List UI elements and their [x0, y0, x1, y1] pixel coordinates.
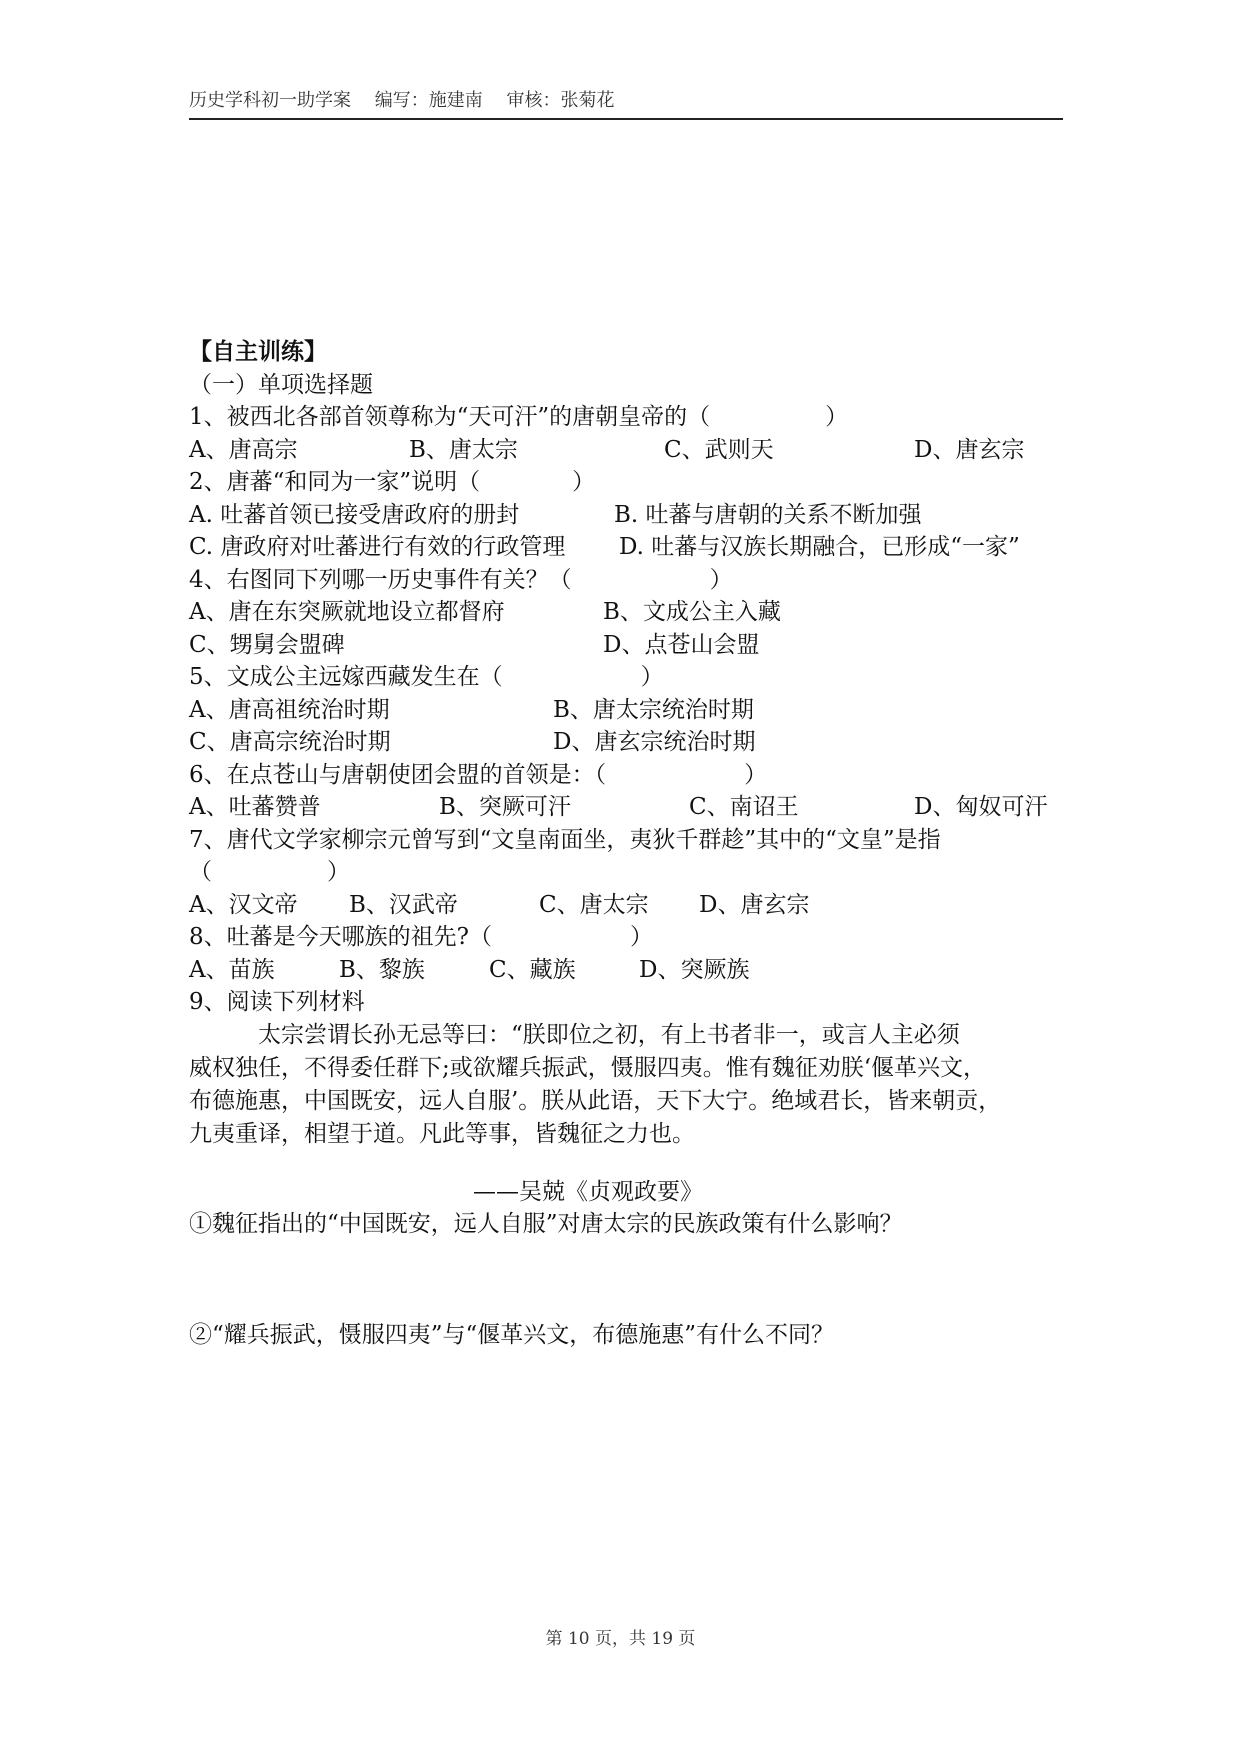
option-b: B. 吐蕃与唐朝的关系不断加强 — [614, 501, 922, 528]
question-2: 2、唐蕃“和同为一家”说明（ ） — [189, 469, 596, 495]
question-8: 8、吐蕃是今天哪族的祖先?（ ） — [189, 924, 653, 950]
option-a: A、吐蕃赞普 — [189, 794, 321, 820]
option-b: B、汉武帝 — [349, 891, 458, 918]
question-8-options — [189, 954, 1069, 987]
question-5-options-row1 — [189, 694, 1069, 727]
option-d: D、唐玄宗统治时期 — [553, 729, 756, 755]
option-d: D、点苍山会盟 — [603, 631, 760, 658]
option-c: C. 唐政府对吐蕃进行有效的行政管理 — [189, 534, 566, 560]
question-5: 5、文成公主远嫁西藏发生在（ ） — [189, 664, 664, 690]
option-b: B、唐太宗统治时期 — [553, 696, 754, 723]
option-a: A、苗族 — [189, 956, 275, 983]
question-7-options — [189, 889, 1069, 922]
question-1-options — [189, 434, 1069, 467]
option-a: A、唐在东突厥就地设立都督府 — [189, 599, 505, 625]
question-5-options-row2 — [189, 726, 1069, 759]
header-author: 编写：施建南 — [374, 90, 483, 111]
question-1: 1、被西北各部首领尊称为“天可汗”的唐朝皇帝的（ ） — [189, 404, 849, 430]
passage-source: ——吴兢《贞观政要》 — [473, 1178, 703, 1205]
question-6: 6、在点苍山与唐朝使团会盟的首领是：（ ） — [189, 761, 768, 788]
subsection-title: （一）单项选择题 — [189, 371, 373, 398]
option-b: B、文成公主入藏 — [603, 599, 781, 625]
option-c: C、唐高宗统治时期 — [189, 729, 391, 755]
option-c: C、唐太宗 — [539, 891, 649, 918]
question-7: 7、唐代文学家柳宗元曾写到“文皇南面坐，夷狄千群趁”其中的“文皇”是指 — [189, 826, 941, 853]
option-b: B、黎族 — [339, 956, 425, 983]
option-c: C、甥舅会盟碑 — [189, 631, 345, 658]
header-reviewer: 审核：张菊花 — [506, 90, 615, 111]
question-6-options — [189, 791, 1069, 824]
exercise-content — [189, 336, 1069, 1351]
passage-line: 太宗尝谓长孙无忌等曰：“朕即位之初，有上书者非一，或言人主必须 — [189, 1021, 960, 1048]
option-d: D、突厥族 — [639, 956, 750, 983]
answer-space — [189, 1241, 1069, 1319]
option-d: D、匈奴可汗 — [914, 794, 1048, 820]
option-b: B、唐太宗 — [409, 436, 518, 463]
page-number: 第 10 页，共 19 页 — [545, 1629, 696, 1649]
option-a: A、唐高宗 — [189, 436, 298, 463]
sub-question-2: ②“耀兵振武，慑服四夷”与“偃革兴文，布德施惠”有什么不同？ — [189, 1321, 835, 1348]
option-a: A、汉文帝 — [189, 891, 298, 918]
question-4-options-row1 — [189, 596, 1069, 629]
question-2-options-row2 — [189, 531, 1069, 564]
option-a: A. 吐蕃首领已接受唐政府的册封 — [189, 501, 520, 528]
option-d: D. 吐蕃与汉族长期融合，已形成“一家” — [619, 534, 1020, 560]
header-subject: 历史学科初一助学案 — [189, 90, 351, 111]
sub-question-1: ①魏征指出的“中国既安，远人自服”对唐太宗的民族政策有什么影响？ — [189, 1211, 903, 1237]
question-7-blank: （ ） — [189, 859, 350, 885]
question-4: 4、右图同下列哪一历史事件有关？（ ） — [189, 566, 733, 593]
section-title: 【自主训练】 — [189, 339, 327, 365]
option-d: D、唐玄宗 — [914, 436, 1025, 463]
question-9: 9、阅读下列材料 — [189, 989, 365, 1015]
option-a: A、唐高祖统治时期 — [189, 696, 390, 723]
option-b: B、突厥可汗 — [439, 794, 571, 820]
page-header — [189, 88, 1063, 120]
passage-line: 布德施惠，中国既安，远人自服’。朕从此语，天下大宁。绝域君长，皆来朝贡， — [189, 1087, 1002, 1114]
passage-line: 威权独任，不得委任群下;或欲耀兵振武，慑服四夷。惟有魏征劝朕‘偃革兴文， — [189, 1054, 987, 1081]
option-c: C、南诏王 — [689, 794, 799, 820]
question-2-options-row1 — [189, 499, 1069, 532]
passage-line: 九夷重译，相望于道。凡此等事，皆魏征之力也。 — [189, 1120, 695, 1147]
option-c: C、藏族 — [489, 956, 576, 983]
option-d: D、唐玄宗 — [699, 891, 810, 918]
option-c: C、武则天 — [664, 436, 774, 463]
question-4-options-row2 — [189, 629, 1069, 662]
